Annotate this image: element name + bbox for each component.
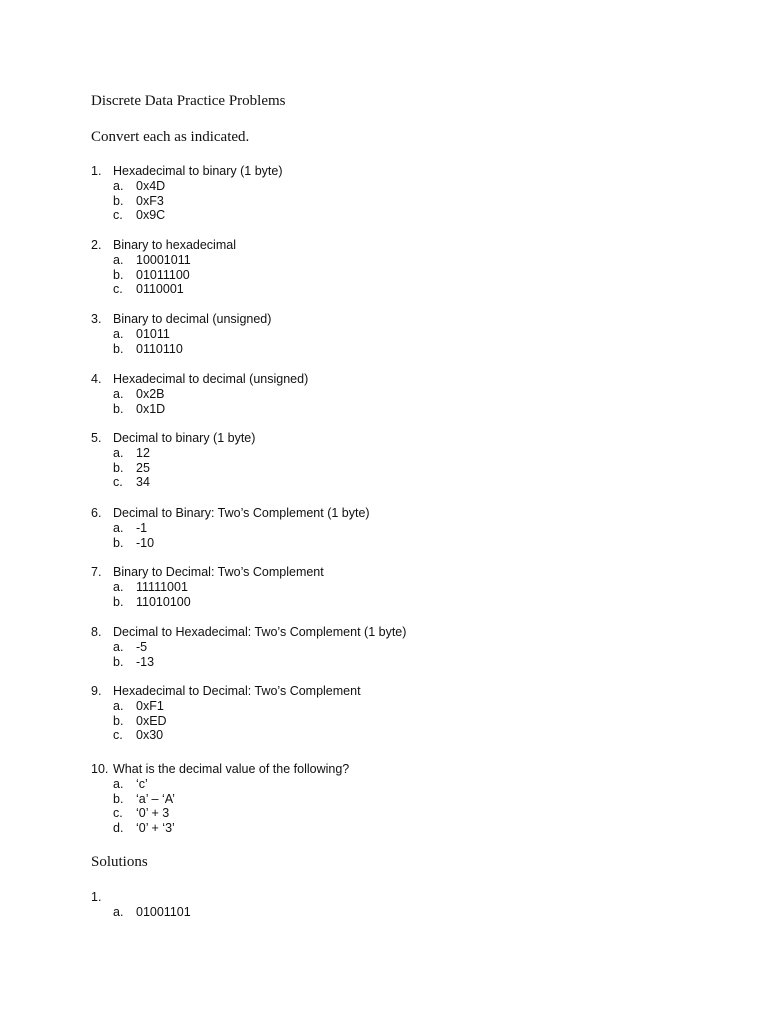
item-letter: c. xyxy=(113,208,123,223)
solutions-heading: Solutions xyxy=(91,854,148,870)
item-letter: a. xyxy=(113,386,124,401)
item-letter: c. xyxy=(113,728,123,743)
item-letter: b. xyxy=(113,401,124,416)
item-letter: c. xyxy=(113,806,123,821)
item-letter: c. xyxy=(113,282,123,297)
problem-number: 6. xyxy=(91,506,102,520)
item-letter: d. xyxy=(113,821,124,836)
item-value: 11111001 xyxy=(136,579,188,594)
item-letter: b. xyxy=(113,460,124,475)
item-value: 0xF1 xyxy=(136,698,164,713)
item-value: -13 xyxy=(136,654,155,669)
problem-text: Decimal to Hexadecimal: Two’s Complement (1 byte) xyxy=(113,625,407,639)
problem-text: Decimal to Binary: Two’s Complement (1 byte) xyxy=(113,506,370,520)
problem-number: 9. xyxy=(91,684,102,698)
item-value: -1 xyxy=(136,520,148,535)
item-letter: a. xyxy=(113,252,124,267)
item-value: 0x30 xyxy=(136,728,164,743)
problem-text: Decimal to binary (1 byte) xyxy=(113,431,256,445)
problem-text: What is the decimal value of the following? xyxy=(113,762,350,776)
item-letter: a. xyxy=(113,178,124,193)
item-letter: a. xyxy=(113,776,124,791)
document-title: Discrete Data Practice Problems xyxy=(91,93,286,109)
item-value: 25 xyxy=(136,460,150,475)
solution-number: 1. xyxy=(91,890,102,904)
problem-number: 2. xyxy=(91,238,102,252)
item-letter: a. xyxy=(113,445,124,460)
item-letter: a. xyxy=(113,698,124,713)
item-letter: b. xyxy=(113,791,124,806)
problem-text: Binary to decimal (unsigned) xyxy=(113,312,272,326)
problem-number: 4. xyxy=(91,372,102,386)
item-value: ‘0’ + 3 xyxy=(136,806,170,821)
instructions-text: Convert each as indicated. xyxy=(91,129,250,145)
item-letter: a. xyxy=(113,520,124,535)
item-letter: b. xyxy=(113,341,124,356)
problem-number: 7. xyxy=(91,565,102,579)
item-letter: a. xyxy=(113,639,124,654)
item-value: 34 xyxy=(136,475,150,490)
problem-text: Hexadecimal to Decimal: Two’s Complement xyxy=(113,684,361,698)
item-letter: a. xyxy=(113,904,124,919)
item-value: 0xED xyxy=(136,713,167,728)
item-value: 10001011 xyxy=(136,252,191,267)
problem-text: Binary to hexadecimal xyxy=(113,238,236,252)
item-letter: c. xyxy=(113,475,123,490)
problem-text: Hexadecimal to decimal (unsigned) xyxy=(113,372,309,386)
item-value: 0x2B xyxy=(136,386,165,401)
problem-number: 10. xyxy=(91,762,109,776)
item-value: 0x9C xyxy=(136,208,166,223)
item-value: 0x4D xyxy=(136,178,166,193)
item-letter: a. xyxy=(113,326,124,341)
item-letter: b. xyxy=(113,193,124,208)
item-value: 01001101 xyxy=(136,904,191,919)
item-value: 12 xyxy=(136,445,150,460)
item-value: -10 xyxy=(136,535,155,550)
item-value: 0110001 xyxy=(136,282,184,297)
item-value: -5 xyxy=(136,639,148,654)
item-value: 0xF3 xyxy=(136,193,164,208)
item-value: 01011100 xyxy=(136,267,190,282)
item-letter: b. xyxy=(113,594,124,609)
problem-text: Hexadecimal to binary (1 byte) xyxy=(113,164,283,178)
item-letter: b. xyxy=(113,535,124,550)
item-value: 01011 xyxy=(136,326,170,341)
problem-text: Binary to Decimal: Two’s Complement xyxy=(113,565,324,579)
item-letter: b. xyxy=(113,654,124,669)
item-value: ‘c’ xyxy=(136,776,148,791)
item-letter: a. xyxy=(113,579,124,594)
item-value: 0x1D xyxy=(136,401,166,416)
item-value: ‘a’ – ‘A’ xyxy=(136,791,175,806)
problem-number: 5. xyxy=(91,431,102,445)
item-letter: b. xyxy=(113,267,124,282)
item-value: ‘0’ + ‘3’ xyxy=(136,821,175,836)
item-value: 0110110 xyxy=(136,341,183,356)
problem-number: 8. xyxy=(91,625,102,639)
item-value: 11010100 xyxy=(136,594,191,609)
problem-number: 1. xyxy=(91,164,102,178)
item-letter: b. xyxy=(113,713,124,728)
problem-number: 3. xyxy=(91,312,102,326)
